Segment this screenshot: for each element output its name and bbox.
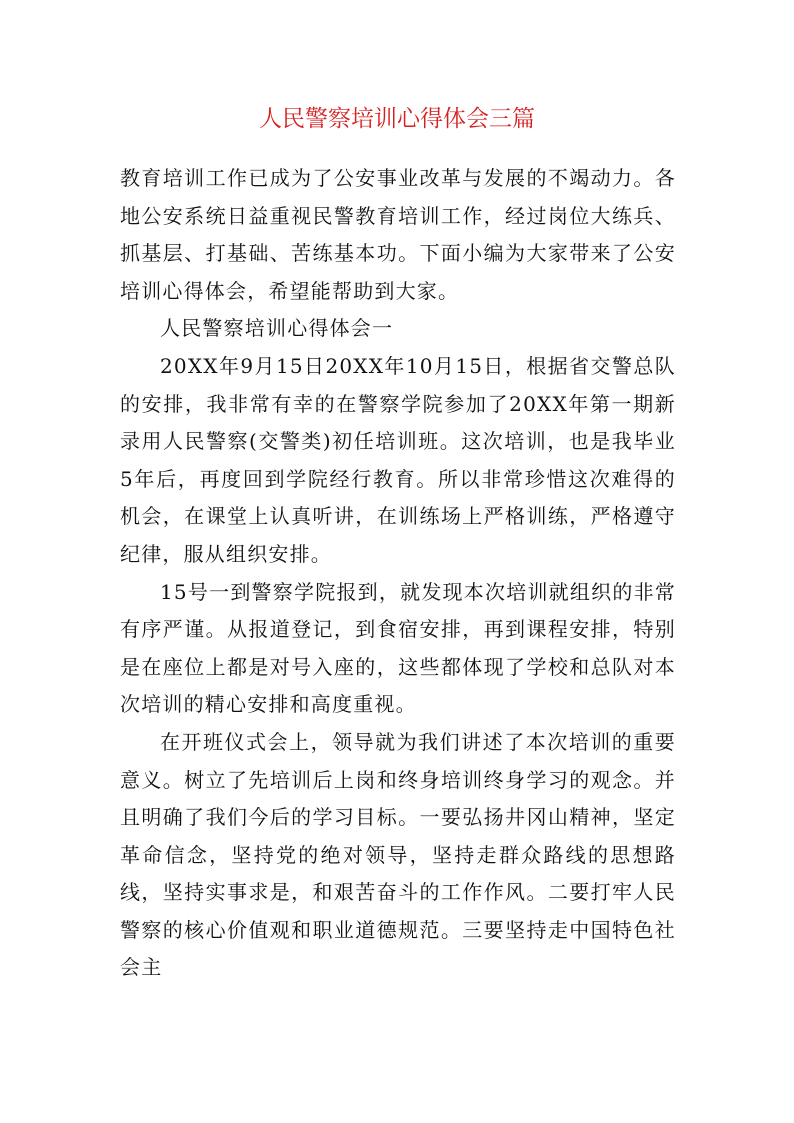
body-paragraph: 20XX年9月15日20XX年10月15日，根据省交警总队的安排，我非常有幸的在警察学院参加了20XX年第一期新录用人民警察(交警类)初任培训班。这次培训，也是我毕业5年后，再度回到学院经行教育。所以非常珍惜这次难得的机会，在课堂上认真听讲，在训练场上严格训练，严格遵守纪律，服从组织安排。 xyxy=(120,353,676,566)
section-heading: 人民警察培训心得体会一 xyxy=(160,316,394,341)
document-body xyxy=(120,160,676,987)
body-paragraph: 15号一到警察学院报到，就发现本次培训就组织的非常有序严谨。从报道登记，到食宿安排，再到课程安排，特别是在座位上都是对号入座的，这些都体现了学校和总队对本次培训的精心安排和高度重视。 xyxy=(120,579,676,717)
body-paragraph: 在开班仪式会上，领导就为我们讲述了本次培训的重要意义。树立了先培训后上岗和终身培训终身学习的观念。并且明确了我们今后的学习目标。一要弘扬井冈山精神，坚定革命信念，坚持党的绝对领导，坚持走群众路线的思想路线，坚持实事求是，和艰苦奋斗的工作作风。二要打牢人民警察的核心价值观和职业道德规范。三要坚持走中国特色社会主 xyxy=(120,729,676,980)
document-title: 人民警察培训心得体会三篇 xyxy=(259,106,535,132)
intro-paragraph: 教育培训工作已成为了公安事业改革与发展的不竭动力。各地公安系统日益重视民警教育培训工作，经过岗位大练兵、抓基层、打基础、苦练基本功。下面小编为大家带来了公安培训心得体会，希望能帮助到大家。 xyxy=(120,166,676,303)
